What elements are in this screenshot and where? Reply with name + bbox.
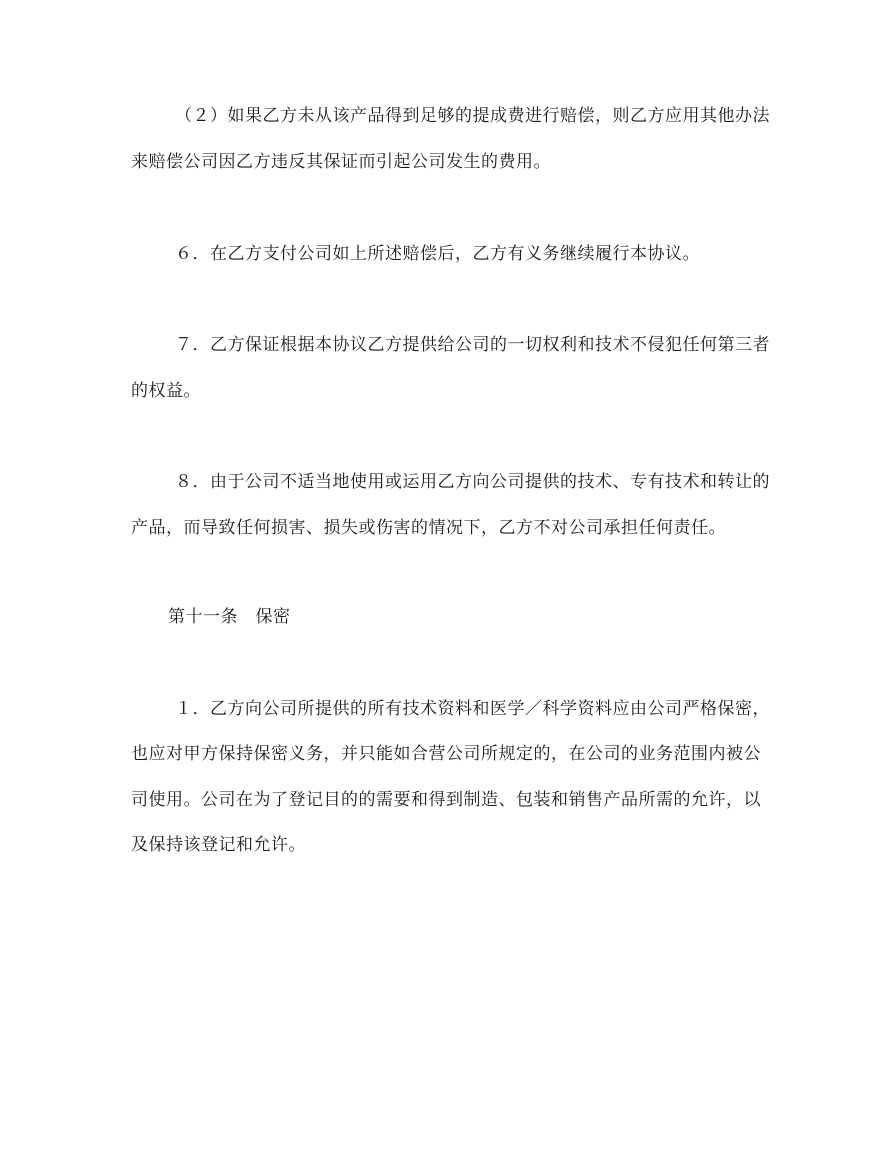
paragraph-line: 司使用。公司在为了登记目的的需要和得到制造、包装和销售产品所需的允许，以: [131, 790, 761, 810]
paragraph-line: 产品，而导致任何损害、损失或伤害的情况下，乙方不对公司承担任何责任。: [131, 518, 726, 538]
paragraph-line: １．乙方向公司所提供的所有技术资料和医学／科学资料应由公司严格保密，: [175, 699, 770, 719]
paragraph-line: （２）如果乙方未从该产品得到足够的提成费进行赔偿，则乙方应用其他办法: [175, 106, 770, 126]
paragraph-line: ６．在乙方支付公司如上所述赔偿后，乙方有义务继续履行本协议。: [175, 244, 700, 264]
paragraph-line: ８．由于公司不适当地使用或运用乙方向公司提供的技术、专有技术和转让的: [175, 472, 770, 492]
paragraph-line: 的权益。: [131, 381, 201, 401]
section-heading: 第十一条 保密: [168, 607, 291, 627]
paragraph-line: ７．乙方保证根据本协议乙方提供给公司的一切权利和技术不侵犯任何第三者: [175, 335, 770, 355]
paragraph-line: 来赔偿公司因乙方违反其保证而引起公司发生的费用。: [131, 152, 551, 172]
paragraph-line: 及保持该登记和允许。: [131, 835, 306, 855]
paragraph-line: 也应对甲方保持保密义务，并只能如合营公司所规定的，在公司的业务范围内被公: [131, 744, 761, 764]
